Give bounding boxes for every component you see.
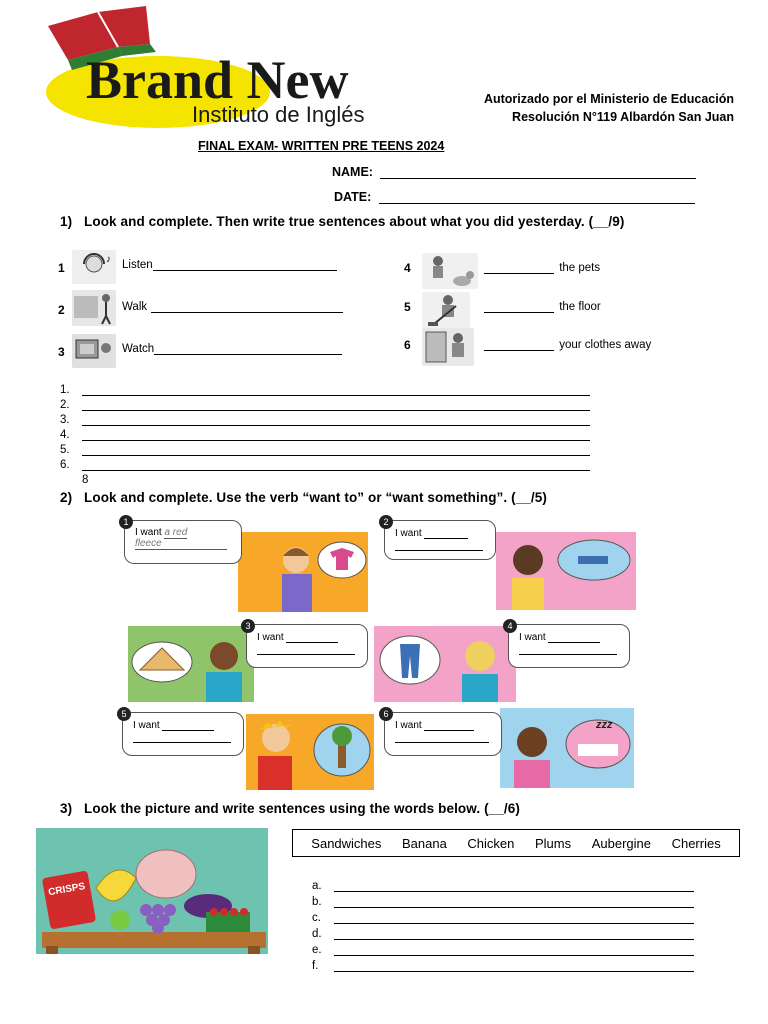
sentence-blank[interactable] — [334, 959, 694, 972]
food-sentence-c[interactable] — [312, 911, 694, 924]
walk-picture — [72, 290, 116, 326]
item-number: 1 — [58, 261, 65, 275]
clothes-item — [484, 338, 651, 351]
speech-bubble — [507, 621, 630, 668]
line-label: 1. — [60, 384, 70, 396]
boy-sandwich-illustration — [128, 626, 254, 702]
panel-number: 4 — [503, 619, 517, 633]
word-bank-item: Banana — [402, 835, 447, 851]
want-text: I want — [395, 720, 422, 731]
want-panel-3 — [128, 622, 368, 702]
food-sentence-b[interactable] — [312, 895, 694, 908]
food-sentence-a[interactable] — [312, 879, 694, 892]
sentence-blank[interactable] — [82, 428, 590, 441]
sentence-blank[interactable] — [82, 443, 590, 456]
section-1-text: Look and complete. Then write true sentences about what you did yesterday. (__/9) — [84, 214, 625, 229]
brand-logo — [38, 2, 438, 130]
sentence-blank[interactable] — [82, 458, 590, 471]
authorization-line: Autorizado por el Ministerio de Educación — [483, 92, 734, 106]
sentence-blank[interactable] — [334, 879, 694, 892]
sentence-blank[interactable] — [82, 413, 590, 426]
word-bank-item: Plums — [534, 835, 572, 851]
want-blank[interactable] — [424, 719, 474, 731]
speech-bubble — [123, 517, 242, 564]
want-text: I want — [257, 632, 284, 643]
panel-number: 1 — [119, 515, 133, 529]
want-blank[interactable] — [548, 631, 600, 643]
logo-text-main: Brand New — [86, 50, 349, 110]
section-2-number: 2) — [60, 490, 73, 505]
floor-blank[interactable] — [484, 300, 554, 313]
date-blank[interactable] — [379, 189, 695, 204]
speech-bubble — [121, 709, 244, 756]
line-label: 6. — [60, 459, 70, 471]
floor-word: the floor — [559, 301, 601, 313]
svg-text:♪: ♪ — [106, 254, 111, 265]
sentence-line-4[interactable] — [60, 428, 590, 441]
pets-word: the pets — [559, 262, 601, 274]
name-label: NAME: — [332, 165, 373, 179]
item-number: 2 — [58, 303, 65, 317]
want-text: I want — [395, 528, 422, 539]
sentence-blank[interactable] — [334, 911, 694, 924]
line-label: a. — [312, 880, 322, 892]
sentence-blank[interactable] — [334, 895, 694, 908]
exam-title: FINAL EXAM- WRITTEN PRE TEENS 2024 — [198, 139, 445, 153]
line-label: f. — [312, 960, 319, 972]
speech-bubble — [245, 621, 368, 668]
want-panel-6 — [384, 706, 634, 790]
food-sentence-e[interactable] — [312, 943, 694, 956]
section-2-text: Look and complete. Use the verb “want to” or “want something”. (__/5) — [84, 490, 547, 505]
resolution-line: Resolución N°119 Albardón San Juan — [512, 110, 734, 124]
sentence-line-1[interactable] — [60, 383, 590, 396]
want-blank[interactable] — [133, 731, 231, 743]
date-label: DATE: — [334, 190, 372, 204]
word-bank-item: Sandwiches — [311, 835, 382, 851]
item-number: 5 — [404, 300, 411, 314]
boy-fleece-illustration — [264, 538, 368, 612]
panel-number: 5 — [117, 707, 131, 721]
feed-pets-picture — [422, 253, 478, 289]
section-2-instruction — [60, 490, 547, 505]
word-bank-item: Aubergine — [591, 835, 651, 851]
want-blank[interactable] — [286, 631, 338, 643]
listen-word: Listen — [122, 259, 153, 271]
watch-item — [122, 342, 342, 355]
sentence-blank[interactable] — [82, 398, 590, 411]
section-3-instruction — [60, 801, 520, 816]
line-label: 2. — [60, 399, 70, 411]
section-3-number: 3) — [60, 801, 73, 816]
line-label: d. — [312, 928, 322, 940]
section-1-number: 1) — [60, 214, 73, 229]
boy-sleep-illustration — [498, 534, 634, 610]
listen-item — [122, 258, 337, 271]
name-blank[interactable] — [380, 164, 696, 179]
boy-treehouse-illustration — [246, 714, 374, 790]
want-blank[interactable] — [424, 527, 468, 539]
name-field[interactable] — [332, 164, 696, 179]
want-blank[interactable] — [162, 719, 214, 731]
example-answer: a red — [164, 527, 188, 538]
panel-number: 3 — [241, 619, 255, 633]
item-number: 3 — [58, 345, 65, 359]
word-bank — [292, 829, 740, 857]
pets-blank[interactable] — [484, 261, 554, 274]
item-number: 4 — [404, 261, 411, 275]
speech-bubble — [383, 517, 496, 560]
sentence-line-6[interactable] — [60, 458, 590, 471]
item-number: 6 — [404, 338, 411, 352]
want-panel-4 — [374, 622, 630, 702]
panel-number: 2 — [379, 515, 393, 529]
listen-picture — [72, 250, 116, 284]
panel-number: 6 — [379, 707, 393, 721]
want-panel-2 — [383, 517, 636, 610]
food-sentence-d[interactable] — [312, 927, 694, 940]
want-text: I want — [519, 632, 546, 643]
walk-item — [122, 300, 343, 313]
want-text: I want — [135, 527, 162, 538]
girl-jeans-illustration — [374, 626, 516, 702]
sentence-blank[interactable] — [82, 383, 590, 396]
logo-text-sub: Instituto de Inglés — [192, 102, 365, 127]
want-panel-1 — [123, 517, 368, 612]
clothes-word: your clothes away — [559, 339, 652, 351]
example-answer: fleece — [135, 538, 227, 550]
floor-item — [484, 300, 601, 313]
girl-sleep-illustration — [500, 708, 634, 788]
line-label: c. — [312, 912, 321, 924]
sentence-line-2[interactable] — [60, 398, 590, 411]
want-blank[interactable] — [257, 643, 355, 655]
watch-word: Watch — [122, 343, 155, 355]
section-1-instruction — [60, 214, 624, 229]
pets-item — [484, 261, 600, 274]
want-blank[interactable] — [395, 539, 483, 551]
sentence-blank[interactable] — [334, 943, 694, 956]
listen-blank[interactable] — [153, 258, 337, 271]
word-bank-item: Cherries — [671, 835, 721, 851]
want-blank[interactable] — [519, 643, 617, 655]
extra-number: 8 — [82, 474, 89, 486]
want-panel-5 — [122, 710, 374, 792]
line-label: 5. — [60, 444, 70, 456]
walk-blank[interactable] — [151, 300, 343, 313]
watch-blank[interactable] — [154, 342, 342, 355]
crisps-label: CRISPS — [47, 881, 87, 899]
sweep-floor-picture — [422, 292, 470, 328]
line-label: e. — [312, 944, 322, 956]
line-label: 3. — [60, 414, 70, 426]
authorization-block — [484, 90, 734, 126]
want-blank[interactable] — [395, 731, 489, 743]
watch-picture — [72, 334, 116, 368]
food-picture — [36, 828, 268, 954]
sentence-line-5[interactable] — [60, 443, 590, 456]
word-bank-item: Chicken — [467, 835, 515, 851]
clothes-away-picture — [422, 328, 474, 366]
speech-bubble — [383, 709, 502, 756]
food-sentence-f[interactable] — [312, 959, 694, 972]
line-label: 4. — [60, 429, 70, 441]
date-field[interactable] — [334, 189, 695, 204]
sentence-line-3[interactable] — [60, 413, 590, 426]
sentence-blank[interactable] — [334, 927, 694, 940]
snore-text: zzz — [596, 719, 613, 731]
walk-word: Walk — [122, 301, 148, 313]
want-text: I want — [133, 720, 160, 731]
line-label: b. — [312, 896, 322, 908]
section-3-text: Look the picture and write sentences using the words below. (__/6) — [84, 801, 520, 816]
clothes-blank[interactable] — [484, 338, 554, 351]
